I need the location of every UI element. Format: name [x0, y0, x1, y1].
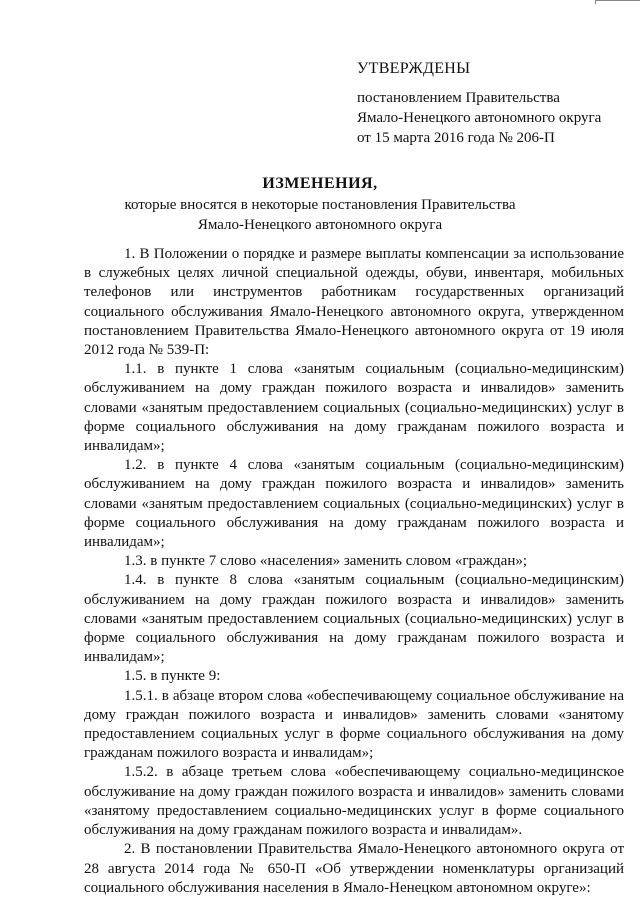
paragraph-1-2: 1.2. в пункте 4 слова «занятым социальным (социально-медицинским) обслуживанием на дому граждан пожилого возраста и инвалидов» заменить словами «занятым предоставлением социальных (социально-медицинских) услуг в форме социального обслуживания на дому гражданам пожилого возраста и инвалидам»; — [84, 457, 624, 551]
issuer-line: от 15 марта 2016 года № 206-П — [357, 130, 555, 146]
issuer-line: постановлением Правительства — [357, 90, 560, 106]
paragraph-1-5-1: 1.5.1. в абзаце втором слова «обеспечивающему социальное обслуживание на дому граждан пожилого возраста и инвалидов» заменить словами «занятому предоставлением социальных услуг в форме социального обслуживания на дому гражданам пожилого возраста и инвалидам»; — [84, 687, 624, 762]
subtitle-line: Ямало-Ненецкого автономного округа — [197, 217, 443, 233]
approval-heading: УТВЕРЖДЕНЫ — [357, 60, 471, 77]
subtitle-line: которые вносятся в некоторые постановления Правительства — [124, 197, 516, 213]
paragraph-1-5-2: 1.5.2. в абзаце третьем слова «обеспечивающему социально-медицинское обслуживание на дому граждан пожилого возраста и инвалидов» заменить словами «занятому предоставлением социально-медицинских услуг в форме социального обслуживания на дому гражданам пожилого возраста и инвалидам». — [84, 764, 624, 839]
document-title: ИЗМЕНЕНИЯ, — [262, 175, 378, 192]
approval-issuer-block — [357, 88, 627, 148]
paragraph-2: 2. В постановлении Правительства Ямало-Ненецкого автономного округа от 28 августа 2014 года № 650-П «Об утверждении номенклатуры организаций социального обслуживания населения в Ямало-Ненецком автономном округе»: — [84, 841, 624, 896]
issuer-line: Ямало-Ненецкого автономного округа — [357, 110, 602, 126]
paragraph-1: 1. В Положении о порядке и размере выплаты компенсации за использование в служебных целях личной специальной одежды, обуви, инвентаря, мобильных телефонов или инструментов работникам государственных организаций социального обслуживания Ямало-Ненецкого автономного округа, утвержденном постановлением Правительства Ямало-Ненецкого автономного округа от 19 июля 2012 года № 539-П: — [84, 246, 624, 359]
paragraph-1-3: 1.3. в пункте 7 слово «населения» заменить словом «граждан»; — [124, 553, 528, 570]
paragraph-1-1: 1.1. в пункте 1 слова «занятым социальным (социально-медицинским) обслуживанием на дому граждан пожилого возраста и инвалидов» заменить словами «занятым предоставлением социальных (социально-медицинских) услуг в форме социального обслуживания на дому гражданам пожилого возраста и инвалидам»; — [84, 361, 624, 455]
document-subtitle — [0, 195, 640, 235]
page-corner-mark — [595, 0, 640, 4]
document-body — [84, 245, 624, 898]
paragraph-1-4: 1.4. в пункте 8 слова «занятым социальным (социально-медицинским) обслуживанием на дому граждан пожилого возраста и инвалидов» заменить словами «занятым предоставлением социальных (социально-медицинских) услуг в форме социального обслуживания на дому гражданам пожилого возраста и инвалидам»; — [84, 572, 624, 666]
paragraph-1-5: 1.5. в пункте 9: — [124, 668, 221, 685]
